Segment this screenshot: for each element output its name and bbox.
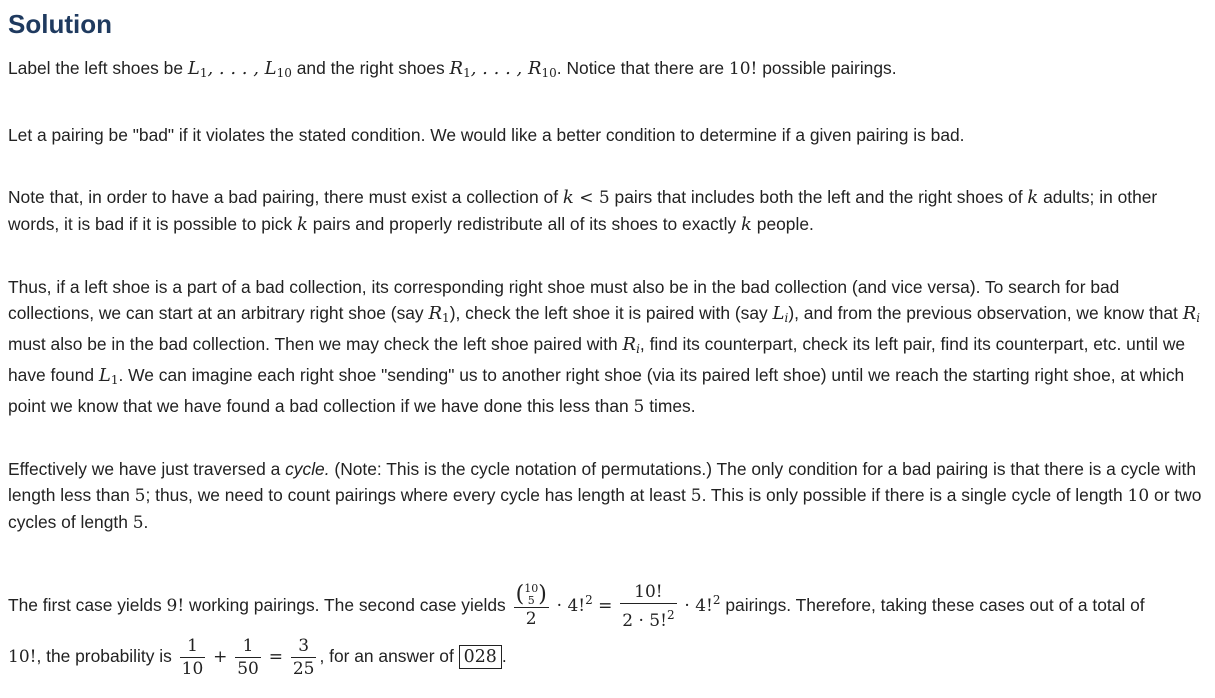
math-ri: $R_i$ (1182, 303, 1201, 325)
paragraph-3: Note that, in order to have a bad pairing, there must exist a collection of k < 5 pairs that includes both the left and the right shoes of k adults; in other words, it is bad if it is possible to pick k pairs and properly redistribute all of its shoes to exactly k people. (8, 187, 1158, 235)
math-10-fact-fraction: $\frac{10!}{2 \cdot 5!^2}$ (622, 581, 675, 631)
math-fraction-1-50: $\frac{1}{50}$ (237, 635, 259, 679)
math-fraction-3-25: $\frac{3}{25}$ (292, 635, 315, 679)
paragraph-1: Label the left shoes be $L_1$, . . . , $L_{10}$ and the right shoes $R_1$, . . . , $R_{10}$. Notice that there are 10! possible pairings. (8, 58, 897, 80)
math-l1-l10: $L_1$, . . . , $L_{10}$ (187, 58, 292, 80)
math-binom-fraction: (10 5 ) 2 (515, 581, 547, 629)
paragraph-6: The first case yields 9! working pairings. The second case yields (10 5 ) 2 · 4!$^2$ = $\frac{10!}{2 \cdot 5!^2}$ · 4!$^2$ pairings. Therefore, taking these cases out of a total of 10!, the probability is $\frac{1}{10}$ + $\frac{1}{50}$ = $\frac{3}{25}$ , for an answer of 028 . (8, 581, 1145, 679)
math-r1-r10: $R_1$, . . . , $R_{10}$ (449, 58, 557, 80)
solution-content (8, 6, 1208, 698)
math-k-lt-5: k < 5 (562, 187, 610, 208)
paragraph-2: Let a pairing be "bad" if it violates the stated condition. We would like a better condition to determine if a given pairing is bad. (8, 125, 965, 145)
math-r1: $R_1$ (428, 303, 450, 325)
math-fraction-1-10: $\frac{1}{10}$ (181, 635, 204, 679)
answer-box: 028 (459, 645, 502, 669)
math-10-factorial: 10! (728, 59, 758, 79)
paragraph-5: Effectively we have just traversed a cycle. (Note: This is the cycle notation of permutations.) The only condition for a bad pairing is that there is a cycle with length less than 5; thus, we need to count pairings where every cycle has length at least 5. This is only possible if there is a single cycle of length 10 or two cycles of length 5. (8, 459, 1202, 533)
math-li: $L_i$ (772, 303, 789, 325)
math-l1: $L_1$ (98, 365, 119, 387)
solution-heading: Solution (8, 9, 112, 39)
paragraph-4: Thus, if a left shoe is a part of a bad collection, its corresponding right shoe must also be in the bad collection (and vice versa). To search for bad collections, we can start at an arbitrary right shoe (say $R_1$), check the left shoe it is paired with (say $L_i$), and from the previous observation, we know that $R_i$ must also be in the bad collection. Then we may check the left shoe paired with $R_i$, find its counterpart, check its left pair, find its counterpart, etc. until we have found $L_1$. We can imagine each right shoe "sending" us to another right shoe (via its paired left shoe) until we reach the starting right shoe, at which point we know that we have found a bad collection if we have done this less than 5 times. (8, 277, 1201, 417)
